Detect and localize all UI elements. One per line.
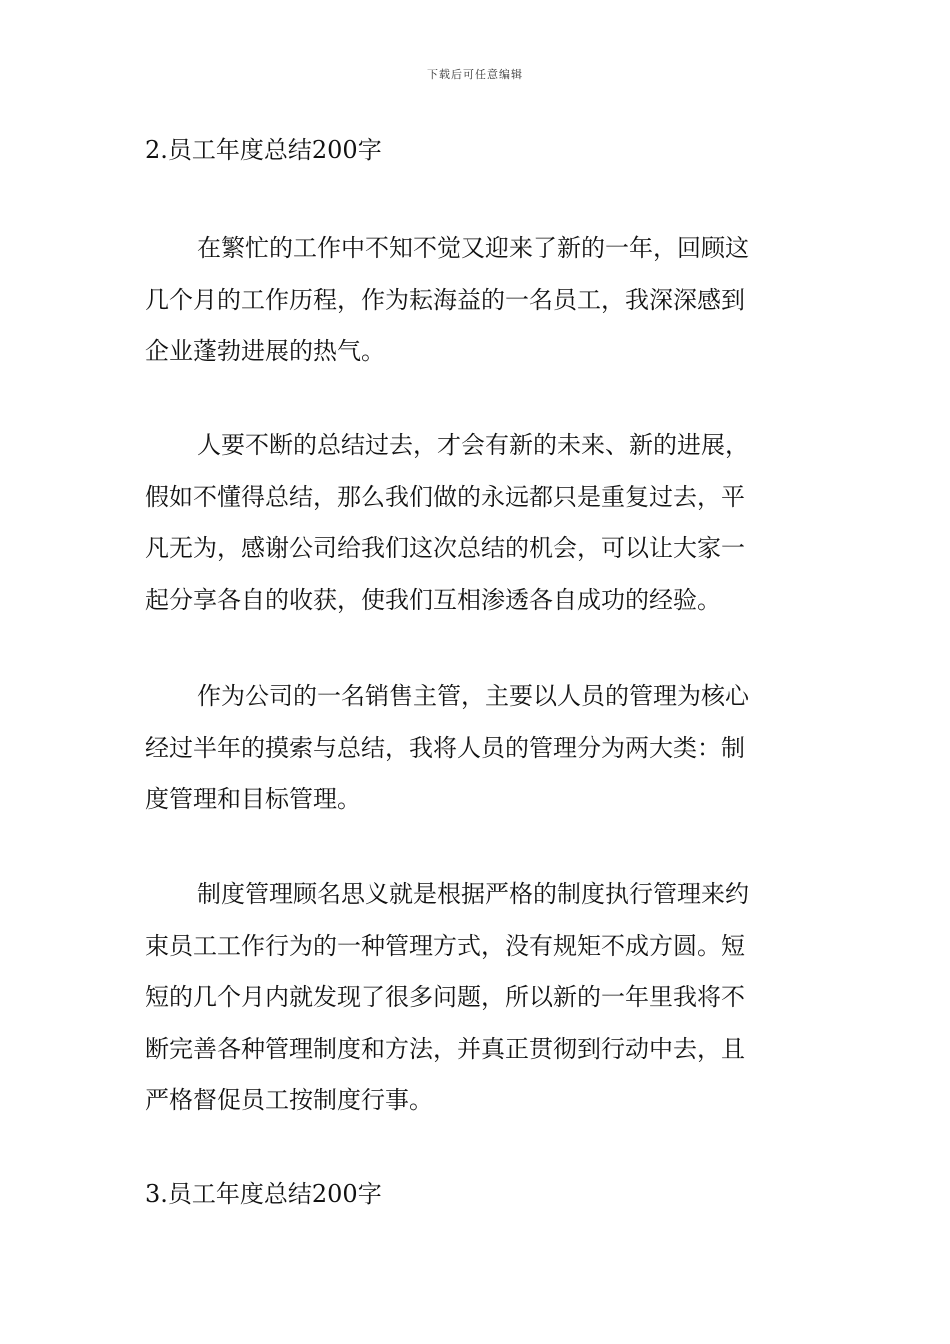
section-heading-3: 3.员工年度总结200字 (145, 1180, 382, 1208)
paragraph-line: 人要不断的总结过去，才会有新的未来、新的进展， (197, 431, 749, 459)
paragraph-line: 几个月的工作历程，作为耘海益的一名员工，我深深感到 (145, 285, 745, 314)
paragraph-line: 制度管理顾名思义就是根据严格的制度执行管理来约 (197, 880, 749, 908)
paragraph-line: 作为公司的一名销售主管，主要以人员的管理为核心 (197, 682, 749, 710)
paragraph-line: 企业蓬勃进展的热气。 (145, 337, 385, 365)
paragraph-line: 在繁忙的工作中不知不觉又迎来了新的一年，回顾这 (197, 234, 749, 262)
paragraph-3 (145, 671, 807, 826)
header-note: 下载后可任意编辑 (427, 68, 523, 81)
paragraph-4 (145, 869, 807, 1127)
paragraph-line: 短的几个月内就发现了很多问题，所以新的一年里我将不 (145, 983, 745, 1011)
paragraph-line: 凡无为，感谢公司给我们这次总结的机会，可以让大家一 (145, 534, 745, 562)
paragraph-line: 严格督促员工按制度行事。 (145, 1086, 433, 1114)
paragraph-2 (145, 420, 807, 626)
paragraph-line: 度管理和目标管理。 (145, 785, 361, 813)
paragraph-line: 起分享各自的收获，使我们互相渗透各自成功的经验。 (145, 585, 721, 614)
paragraph-line: 束员工工作行为的一种管理方式，没有规矩不成方圆。短 (145, 931, 745, 960)
section-heading-2: 2.员工年度总结200字 (145, 136, 382, 164)
paragraph-1 (145, 223, 807, 378)
paragraph-line: 经过半年的摸索与总结，我将人员的管理分为两大类：制 (145, 733, 745, 762)
paragraph-line: 假如不懂得总结，那么我们做的永远都只是重复过去，平 (145, 482, 745, 511)
paragraph-line: 断完善各种管理制度和方法，并真正贯彻到行动中去，且 (145, 1034, 745, 1063)
